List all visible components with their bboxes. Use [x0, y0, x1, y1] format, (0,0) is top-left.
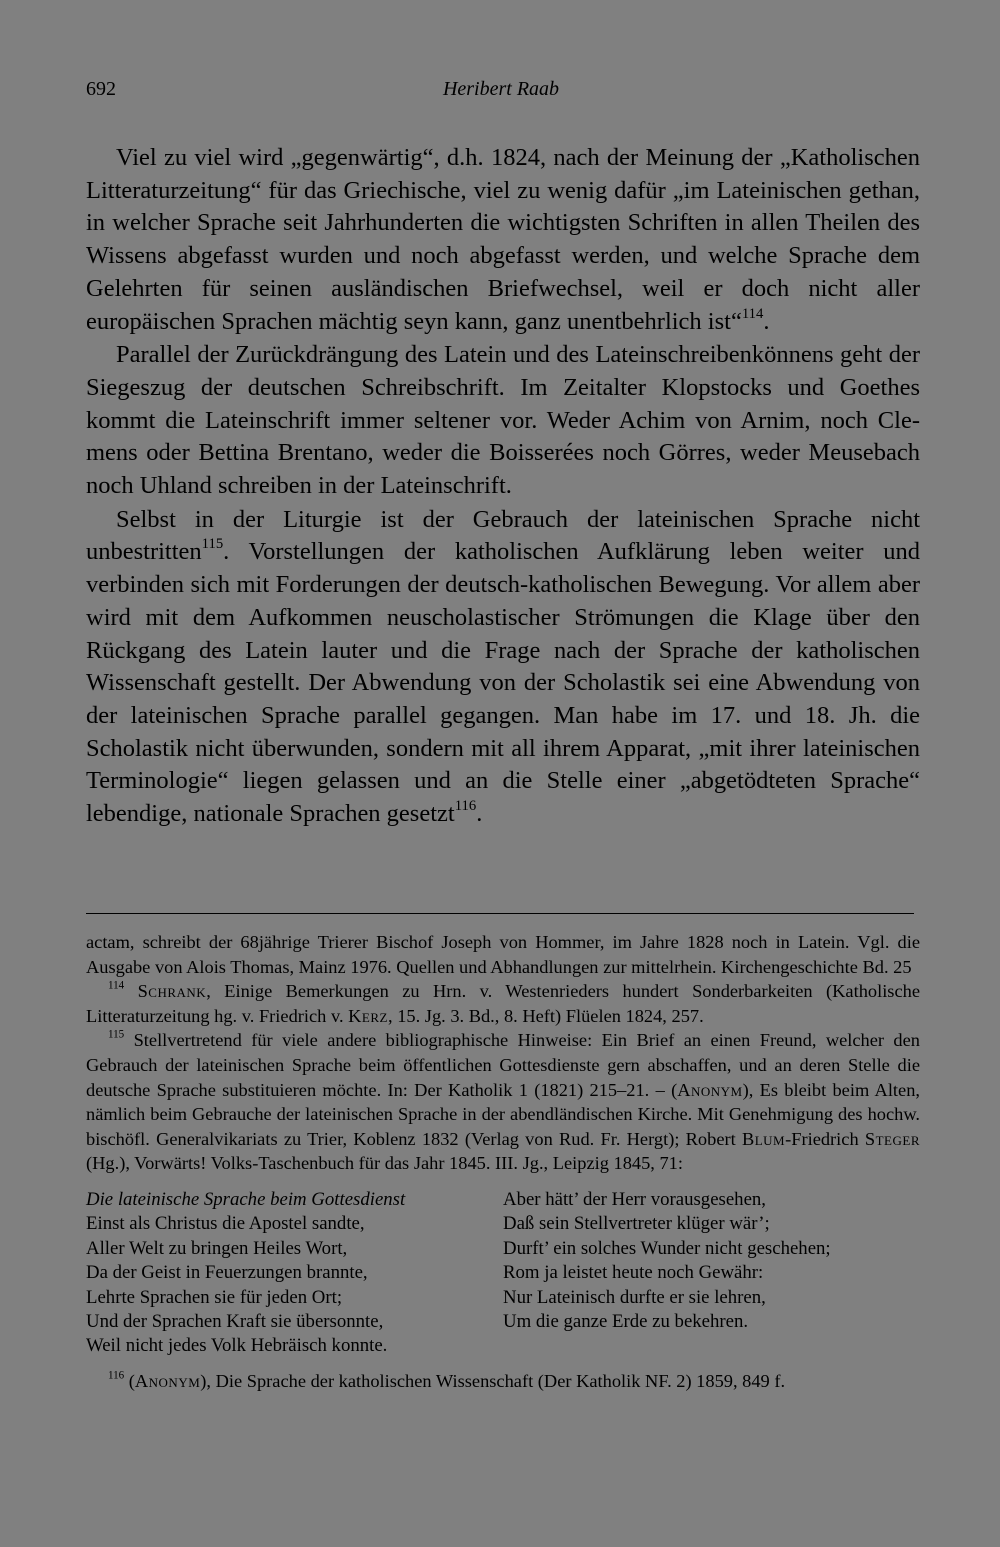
footnote-115-text-d: (Hg.), Vorwärts! Volks-Taschenbuch für das Jahr 1845. III. Jg., Leipzig 1845, 71:: [86, 1153, 683, 1174]
footnote-continued: actam, schreibt der 68jährige Trierer Bischof Joseph von Hommer, im Jahre 1828 noch in Latein. Vgl. die Ausgabe von Alois Thomas, Mainz 1976. Quellen und Abhandlungen zur mittelrhein. Kirchengeschichte Bd. 25: [86, 932, 920, 977]
poem-line: Rom ja leistet heute noch Gewähr:: [503, 1262, 764, 1284]
paragraph-3: Selbst in der Liturgie ist der Gebrauch der lateinischen Sprache nicht unbestritten$^{115}$. Vorstellungen der katholischen Aufklärung leben weiter und verbinden sich mit Forderungen der deutsch-katholischen Bewegung. Vor allem aber wird mit dem Aufkommen neuscholastischer Strömungen die Klage über den Rückgang des Latein lauter und die Frage nach der Sprache der katholischen Wissenschaft gestellt. Der Abwendung von der Scholastik sei eine Abwendung von der lateinischen Sprache parallel gegangen. Man habe im 17. und 18. Jh. die Scholastik nicht überwunden, sondern mit all ihrem Apparat, „mit ihrer lateinischen Terminologie“ liegen gelassen und an die Stelle einer „abgetödteten Sprache“ lebendige, nationale Sprachen gesetzt$^{116}$.: [86, 505, 920, 828]
paragraph-1-text: Viel zu viel wird „gegenwärtig“, d.h. 1824, nach der Meinung der „Katholischen Litteraturzeitung“ für das Griechische, viel zu wenig dafür „im Lateinischen gethan, in welcher Sprache seit Jahrhunderten die wichtigsten Schriften in allen Theilen des Wissens abgefasst wurden und noch abgefasst werden, und welche Sprache dem Gelehrten für seinen ausländischen Briefwechsel, weil er doch nicht aller europäischen Sprachen mächtig seyn kann, ganz unentbehrlich ist“: [86, 144, 920, 335]
poem-line: Lehrte Sprachen sie für jeden Ort;: [86, 1286, 343, 1308]
footnote-rule: [86, 913, 914, 914]
footnote-number-116: 116: [108, 1369, 125, 1382]
running-head: Heribert Raab: [442, 78, 560, 100]
poem-line: Weil nicht jedes Volk Hebräisch konnte.: [86, 1335, 388, 1357]
paragraph-1: Viel zu viel wird „gegenwärtig“, d.h. 1824, nach der Meinung der „Katholischen Litteraturzeitung“ für das Griechische, viel zu wenig dafür „im Lateinischen gethan, in welcher Sprache seit Jahrhunderten die wichtigsten Schriften in allen Theilen des Wissens abgefasst wurden und noch abgefasst werden, und welche Sprache dem Gelehrten für seinen ausländischen Briefwechsel, weil er doch nicht aller europäischen Sprachen mächtig seyn kann, ganz unentbehrlich ist“$^{114}$.: [86, 144, 920, 335]
footnote-number-115: 115: [108, 1029, 125, 1042]
poem-stanza-left: [86, 1188, 503, 1359]
note-ref-114: 114: [741, 305, 764, 322]
paragraph-3-text-b: . Vorstellungen der katholischen Aufklärung leben weiter und verbinden sich mit Forderungen der deutsch-katholischen Bewegung. Vor allem aber wird mit dem Aufkommen neuscholastischer Strömungen die Klage über den Rückgang des Latein lauter und die Frage nach der Sprache der katholischen Wissenschaft gestellt. Der Abwendung von der Scholastik sei eine Abwendung von der lateinischen Sprache parallel gegangen. Man habe im 17. und 18. Jh. die Scholastik nicht überwunden, sondern mit all ihrem Apparat, „mit ihrer lateinischen Terminologie“ liegen gelassen und an die Stelle einer „abgetödteten Sprache“ lebendige, nationale Sprachen gesetzt: [86, 538, 920, 828]
footnote-114-text-a: , Einige Bemerkungen zu Hrn. v. Westenrieders hundert Sonderbarkeiten (Katholische Litteraturzeitung hg. v. Friedrich v.: [86, 981, 920, 1026]
poem-line: Einst als Christus die Apostel sandte,: [86, 1213, 365, 1235]
footnote-116-text-a: (: [128, 1370, 135, 1391]
poem-line: Aller Welt zu bringen Heiles Wort,: [86, 1237, 348, 1259]
author-kerz: Kerz: [348, 1005, 388, 1026]
footnote-116-text-b: ), Die Sprache der katholischen Wissenschaft (Der Katholik NF. 2) 1859, 849 f.: [200, 1370, 786, 1391]
page-header: [86, 74, 916, 108]
note-ref-116: 116: [454, 798, 477, 815]
poem-line: Daß sein Stellvertreter klüger wär’;: [503, 1213, 770, 1235]
author-schrank: Schrank: [137, 981, 207, 1002]
footnote-114: [86, 979, 920, 1028]
footnote-116: [86, 1369, 920, 1394]
author-anonym: Anonym: [677, 1079, 743, 1100]
author-steger: Steger: [864, 1128, 921, 1149]
footnote-114-text-b: , 15. Jg. 3. Bd., 8. Heft) Flüelen 1824, 257.: [388, 1005, 704, 1026]
note-ref-115: 115: [201, 536, 224, 553]
footnote-115-text-a: Stellvertretend für viele andere bibliographische Hinweise: Ein Brief an einen Freund, welcher den Gebrauch der lateinischen Sprache beim öffentlichen Gottesdienste gern abschaffen, und an deren Stelle die deutsche Sprache substituieren möchte. In: Der Katholik 1 (1821) 215–21. – (: [86, 1030, 920, 1100]
poem-stanza-right: [503, 1188, 920, 1359]
poem-line: Nur Lateinisch durfte er sie lehren,: [503, 1286, 766, 1308]
footnote-115-text-c: -Friedrich: [785, 1128, 865, 1149]
footnote-115: [86, 1028, 920, 1176]
footnotes: [86, 930, 920, 1393]
paragraph-2: Parallel der Zurückdrängung des Latein und des Lateinschreibenkönnens geht der Siegeszug der deutschen Schreibschrift. Im Zeitalter Klopstocks und Goethes kommt die Lateinschrift immer seltener vor. Weder Achim von Arnim, noch Clemens oder Bettina Brentano, weder die Boisserées noch Görres, weder Meusebach noch Uhland schreiben in der Lateinschrift.: [86, 341, 920, 500]
footnote-number-114: 114: [108, 979, 125, 992]
page-number: 692: [86, 78, 116, 100]
poem-line: Um die ganze Erde zu bekehren.: [503, 1310, 749, 1332]
paragraph-3-text-a: Selbst in der Liturgie ist der Gebrauch der lateinischen Sprache nicht unbestritten: [86, 505, 920, 566]
poem-line: Da der Geist in Feuerzungen brannte,: [86, 1262, 368, 1284]
poem-line: Und der Sprachen Kraft sie übersonnte,: [86, 1310, 384, 1332]
body-text: [86, 142, 920, 832]
poem-line: Durft’ ein solches Wunder nicht geschehen;: [503, 1237, 831, 1259]
author-blum: Blum: [741, 1128, 786, 1149]
author-anonym-116: Anonym: [134, 1370, 201, 1391]
footnote-115-text-b: ), Es bleibt beim Alten, nämlich beim Gebrauche der lateinischen Sprache in der abendländischen Kirche. Mit Genehmigung des hochw. bischöfl. Generalvikariats zu Trier, Koblenz 1832 (Verlag von Rud. Fr. Hergt); Robert: [86, 1079, 920, 1149]
poem: [86, 1188, 920, 1359]
poem-title: Die lateinische Sprache beim Gottesdienst: [86, 1188, 406, 1210]
poem-line: Aber hätt’ der Herr vorausgesehen,: [503, 1188, 766, 1210]
